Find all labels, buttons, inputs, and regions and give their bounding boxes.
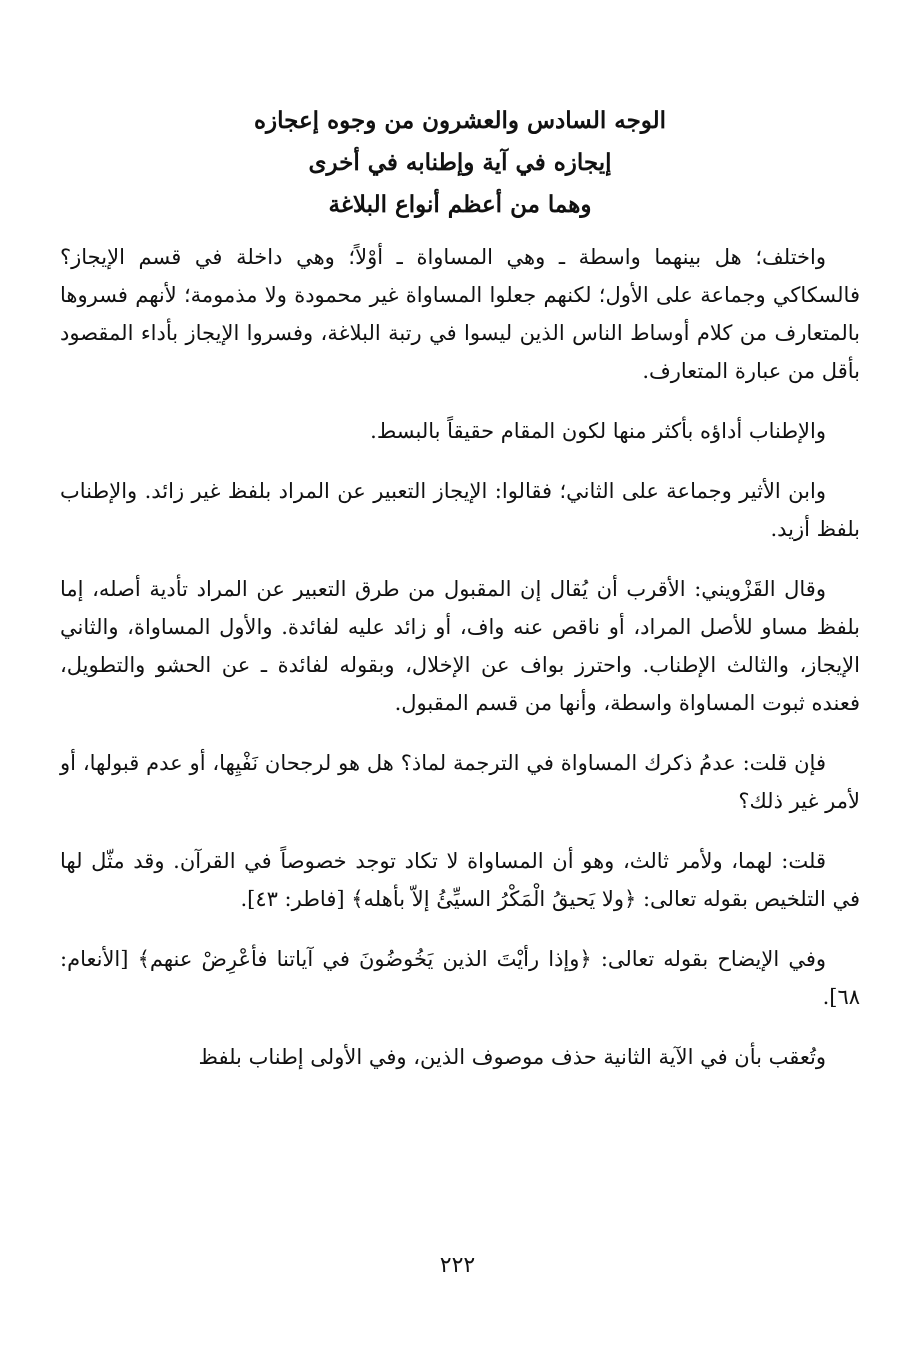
chapter-title: الوجه السادس والعشرون من وجوه إعجازه: [253, 107, 667, 134]
paragraph-6: قلت: لهما، ولأمر ثالث، وهو أن المساواة لا تكاد توجد خصوصاً في القرآن. وقد مثّل لها في التلخيص بقوله تعالى: ﴿ولا يَحيقُ الْمَكْرُ السيِّئُ إلاّ بأهله﴾ [فاطر: ٤٣].: [60, 849, 860, 911]
paragraph-2: والإطناب أداؤه بأكثر منها لكون المقام حقيقاً بالبسط.: [370, 419, 826, 443]
chapter-subtitle: إيجازه في آية وإطنابه في أخرى: [308, 149, 612, 176]
paragraph-3: وابن الأثير وجماعة على الثاني؛ فقالوا: الإيجاز التعبير عن المراد بلفظ غير زائد. والإطناب بلفظ أزيد.: [60, 479, 860, 541]
paragraph-8: وتُعقب بأن في الآية الثانية حذف موصوف الذين، وفي الأولى إطناب بلفظ: [198, 1045, 826, 1069]
paragraph-1: واختلف؛ هل بينهما واسطة ـ وهي المساواة ـ أوْلاً؛ وهي داخلة في قسم الإيجاز؟ فالسكاكي وجماعة على الأول؛ لكنهم جعلوا المساواة غير محمودة ولا مذمومة؛ لأنهم فسروها بالمتعارف من كلام أوساط الناس الذين ليسوا في رتبة البلاغة، وفسروا الإيجاز بأداء المقصود بأقل من عبارة المتعارف.: [60, 245, 860, 383]
page-body: [60, 100, 860, 1098]
paragraph-7: وفي الإيضاح بقوله تعالى: ﴿وإذا رأيْتَ الذين يَخُوضُونَ في آياتنا فأعْرِضْ عنهم﴾ [الأنعام: ٦٨].: [60, 947, 860, 1009]
chapter-headings: [60, 100, 860, 226]
page-number: ٢٢٢: [439, 1253, 476, 1278]
paragraph-4: وقال القَزْويني: الأقرب أن يُقال إن المقبول من طرق التعبير عن المراد تأدية أصله، إما بلفظ مساو للأصل المراد، أو ناقص عنه واف، أو زائد عليه لفائدة. والأول المساواة، والثاني الإيجاز، والثالث الإطناب. واحترز بواف عن الإخلال، وبقوله لفائدة ـ عن الحشو والتطويل، فعنده ثبوت المساواة واسطة، وأنها من قسم المقبول.: [60, 577, 860, 715]
chapter-subtitle-2: وهما من أعظم أنواع البلاغة: [328, 191, 592, 218]
paragraph-5: فإن قلت: عدمُ ذكرك المساواة في الترجمة لماذ؟ هل هو لرجحان نَفْيِها، أو عدم قبولها، أو لأمر غير ذلك؟: [60, 751, 860, 813]
